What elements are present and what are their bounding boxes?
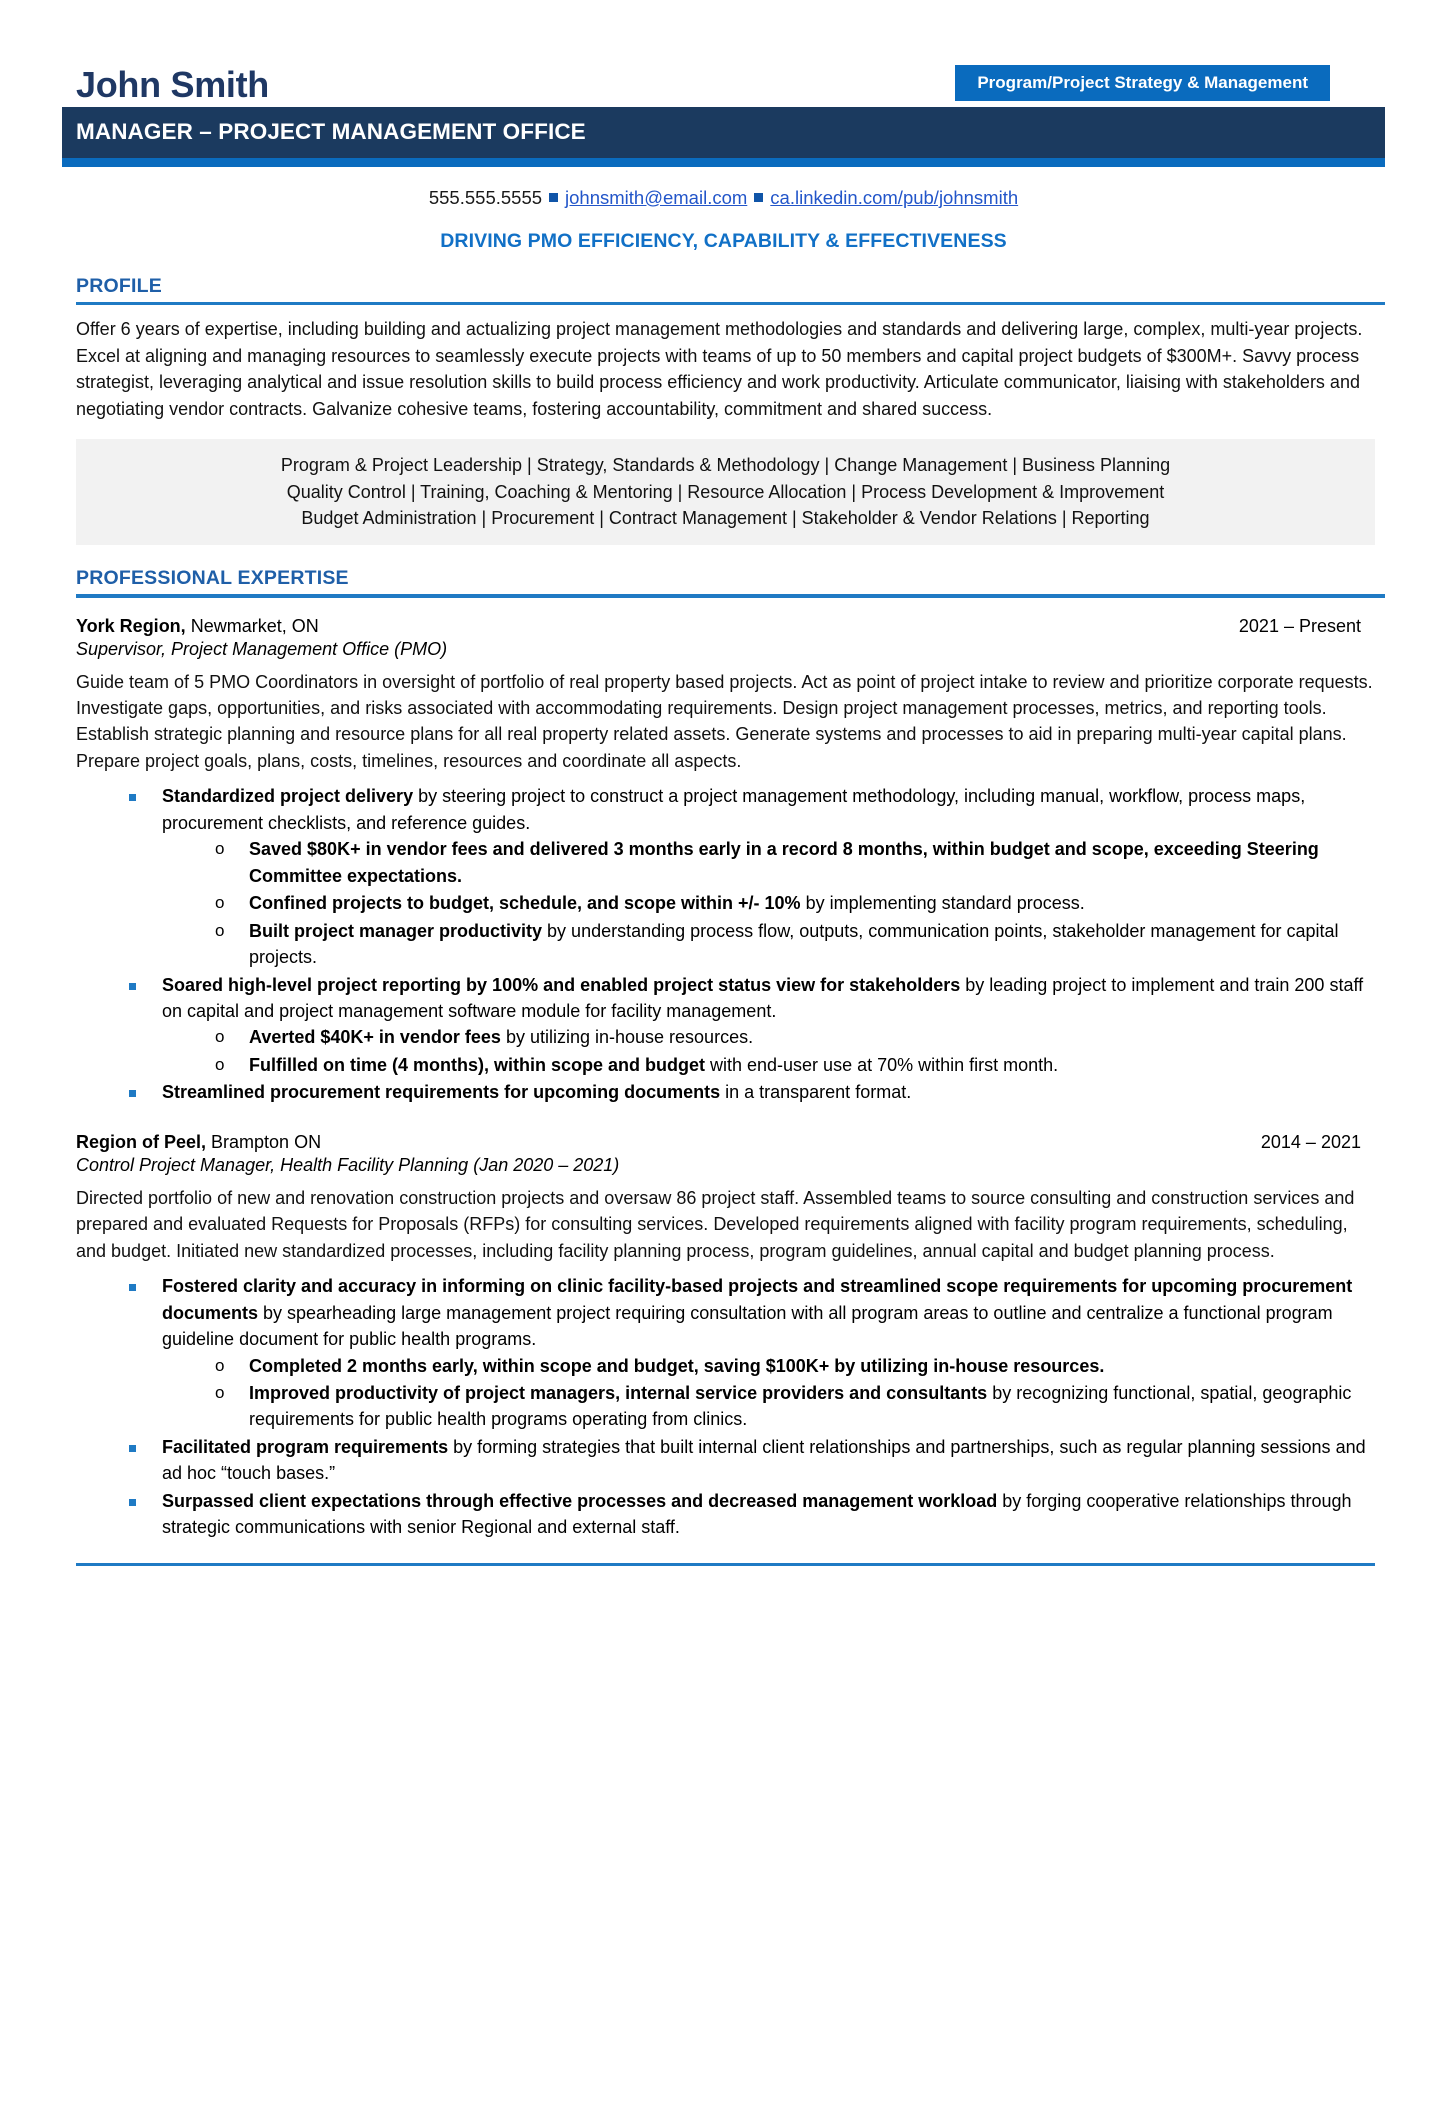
job-dates: 2021 – Present	[1238, 615, 1361, 636]
sub-bullet-list	[162, 836, 1373, 970]
section-rule	[76, 594, 1385, 598]
bullet-bold-lead: Built project manager productivity	[249, 920, 543, 941]
job-dates: 2014 – 2021	[1260, 1131, 1361, 1152]
bullet-bold-lead: Completed 2 months early, within scope and budget, saving $100K+ by utilizing in-house resources.	[249, 1355, 1105, 1376]
accent-divider	[62, 158, 1385, 167]
job-summary: Guide team of 5 PMO Coordinators in oversight of portfolio of real property based projects. Act as point of project intake to review and prioritize corporate requests. Investigate gaps, opportunities, and risks associated with accommodating requirements. Design project management processes, metrics, and reporting tools. Establish strategic planning and resource plans for all real property related assets. Generate systems and processes to aid in preparing multi-year capital plans. Prepare project goals, plans, costs, timelines, resources and coordinate all aspects.	[76, 671, 1373, 771]
contact-line	[0, 186, 1447, 210]
job-bullet-list	[76, 1273, 1373, 1541]
job-role: Supervisor, Project Management Office (PMO)	[76, 638, 448, 659]
bullet-rest: by utilizing in-house resources.	[500, 1027, 754, 1048]
experience-section	[0, 567, 1447, 1541]
bullet-bold-lead: Saved $80K+ in vendor fees and delivered 3 months early in a record 8 months, within budget and scope, exceeding Steering Committee expectations.	[249, 839, 1319, 886]
list-item	[211, 890, 1373, 916]
specialty-badge: Program/Project Strategy & Management	[955, 65, 1330, 101]
job-company: Region of Peel,	[76, 1131, 207, 1152]
linkedin-link[interactable]: ca.linkedin.com/pub/johnsmith	[770, 186, 1019, 208]
square-separator-icon	[754, 193, 763, 202]
competency-line: Program & Project Leadership | Strategy, Standards & Methodology | Change Management | Business Planning	[280, 455, 1171, 476]
job-location: Newmarket, ON	[185, 615, 319, 636]
list-item	[211, 1380, 1373, 1433]
list-item	[124, 1488, 1373, 1541]
list-item	[124, 972, 1373, 1079]
job-role: Control Project Manager, Health Facility Planning (Jan 2020 – 2021)	[76, 1154, 620, 1175]
list-item	[211, 1353, 1373, 1379]
square-separator-icon	[549, 193, 558, 202]
list-item	[211, 1052, 1373, 1078]
sub-bullet-list	[162, 1353, 1373, 1433]
job-entry	[62, 616, 1385, 1106]
bullet-rest: in a transparent format.	[720, 1082, 912, 1103]
competency-line: Budget Administration | Procurement | Contract Management | Stakeholder & Vendor Relations | Reporting	[301, 507, 1150, 528]
bullet-rest: by steering project to construct a project management methodology, including manual, workflow, process maps, procurement checklists, and reference guides.	[162, 786, 1306, 833]
bullet-rest: by leading project to implement and train 200 staff on capital and project management software module for facility management.	[162, 974, 1364, 1021]
footer-rule	[76, 1563, 1375, 1566]
list-item	[124, 1273, 1373, 1433]
job-header	[76, 616, 1373, 637]
bullet-rest: by spearheading large management project requiring consultation with all program areas to outline and centralize a functional program guideline document for public health programs.	[162, 1302, 1333, 1350]
profile-paragraph: Offer 6 years of expertise, including building and actualizing project management methodologies and standards and delivering large, complex, multi-year projects. Excel at aligning and managing resources to seamlessly execute projects with teams of up to 50 members and capital project budgets of $300M+. Savvy process strategist, leveraging analytical and issue resolution skills to build process efficiency and work productivity. Articulate communicator, liaising with stakeholders and negotiating vendor contracts. Galvanize cohesive teams, fostering accountability, commitment and shared success.	[76, 319, 1363, 419]
list-item	[211, 836, 1373, 889]
list-item	[124, 1434, 1373, 1487]
list-item	[124, 1079, 1373, 1105]
list-item	[124, 783, 1373, 970]
bullet-rest: by implementing standard process.	[800, 893, 1085, 914]
resume-page	[0, 55, 1447, 2103]
bullet-bold-lead: Averted $40K+ in vendor fees	[249, 1027, 501, 1048]
bullet-bold-lead: Surpassed client expectations through effective processes and decreased management workload	[162, 1490, 998, 1511]
bullet-rest: by forging cooperative relationships through strategic communications with senior Regional and external staff.	[162, 1490, 1352, 1538]
list-item	[211, 918, 1373, 971]
job-entry	[62, 1132, 1385, 1541]
bullet-rest: by forming strategies that built internal client relationships and partnerships, such as regular planning sessions and ad hoc “touch bases.”	[162, 1436, 1366, 1484]
bullet-bold-lead: Soared high-level project reporting by 100% and enabled project status view for stakeholders	[162, 974, 961, 995]
profile-section	[0, 275, 1447, 545]
section-heading-profile: PROFILE	[76, 274, 162, 297]
bullet-rest: by recognizing functional, spatial, geographic requirements for public health programs operating from clinics.	[249, 1382, 1352, 1430]
email-link[interactable]: johnsmith@email.com	[565, 186, 748, 208]
section-heading-experience: PROFESSIONAL EXPERTISE	[76, 567, 349, 590]
job-summary: Directed portfolio of new and renovation construction projects and oversaw 86 project staff. Assembled teams to source consulting and construction services and prepared and evaluated Requests for Proposals (RFPs) for consulting services. Developed requirements aligned with facility program requirements, scheduling, and budget. Initiated new standardized processes, including facility planning process, program guidelines, annual capital and budget planning process.	[76, 1187, 1355, 1261]
phone-number: 555.555.5555	[428, 186, 543, 208]
job-company-location	[76, 616, 319, 637]
job-company-location	[76, 1132, 321, 1153]
competency-line: Quality Control | Training, Coaching & Mentoring | Resource Allocation | Process Development & Improvement	[286, 481, 1165, 502]
resume-header	[0, 55, 1447, 167]
job-location: Brampton ON	[206, 1131, 322, 1152]
job-bullet-list	[76, 783, 1373, 1105]
bullet-bold-lead: Fulfilled on time (4 months), within scope and budget	[249, 1054, 705, 1075]
job-title-bar: MANAGER – PROJECT MANAGEMENT OFFICE	[62, 107, 1385, 158]
page-title: John Smith	[76, 64, 269, 105]
job-header	[76, 1132, 1373, 1153]
bullet-bold-lead: Improved productivity of project managers, internal service providers and consultants	[249, 1382, 988, 1403]
bullet-bold-lead: Facilitated program requirements	[162, 1436, 449, 1457]
name-row	[62, 55, 1385, 107]
sub-bullet-list	[162, 1024, 1373, 1078]
headline-tagline: DRIVING PMO EFFICIENCY, CAPABILITY & EFFECTIVENESS	[440, 229, 1007, 252]
job-company: York Region,	[76, 615, 186, 636]
bullet-bold-lead: Confined projects to budget, schedule, and scope within +/- 10%	[249, 893, 801, 914]
bullet-rest: by understanding process flow, outputs, communication points, stakeholder management for capital projects.	[249, 920, 1339, 968]
section-rule	[76, 302, 1385, 306]
bullet-rest: with end-user use at 70% within first month.	[705, 1054, 1059, 1075]
list-item	[211, 1024, 1373, 1050]
bullet-bold-lead: Streamlined procurement requirements for upcoming documents	[162, 1082, 721, 1103]
core-competencies-box	[76, 439, 1375, 545]
bullet-bold-lead: Standardized project delivery	[162, 786, 414, 807]
bullet-bold-lead: Fostered clarity and accuracy in informing on clinic facility-based projects and streamlined scope requirements for upcoming procurement documents	[162, 1276, 1353, 1323]
